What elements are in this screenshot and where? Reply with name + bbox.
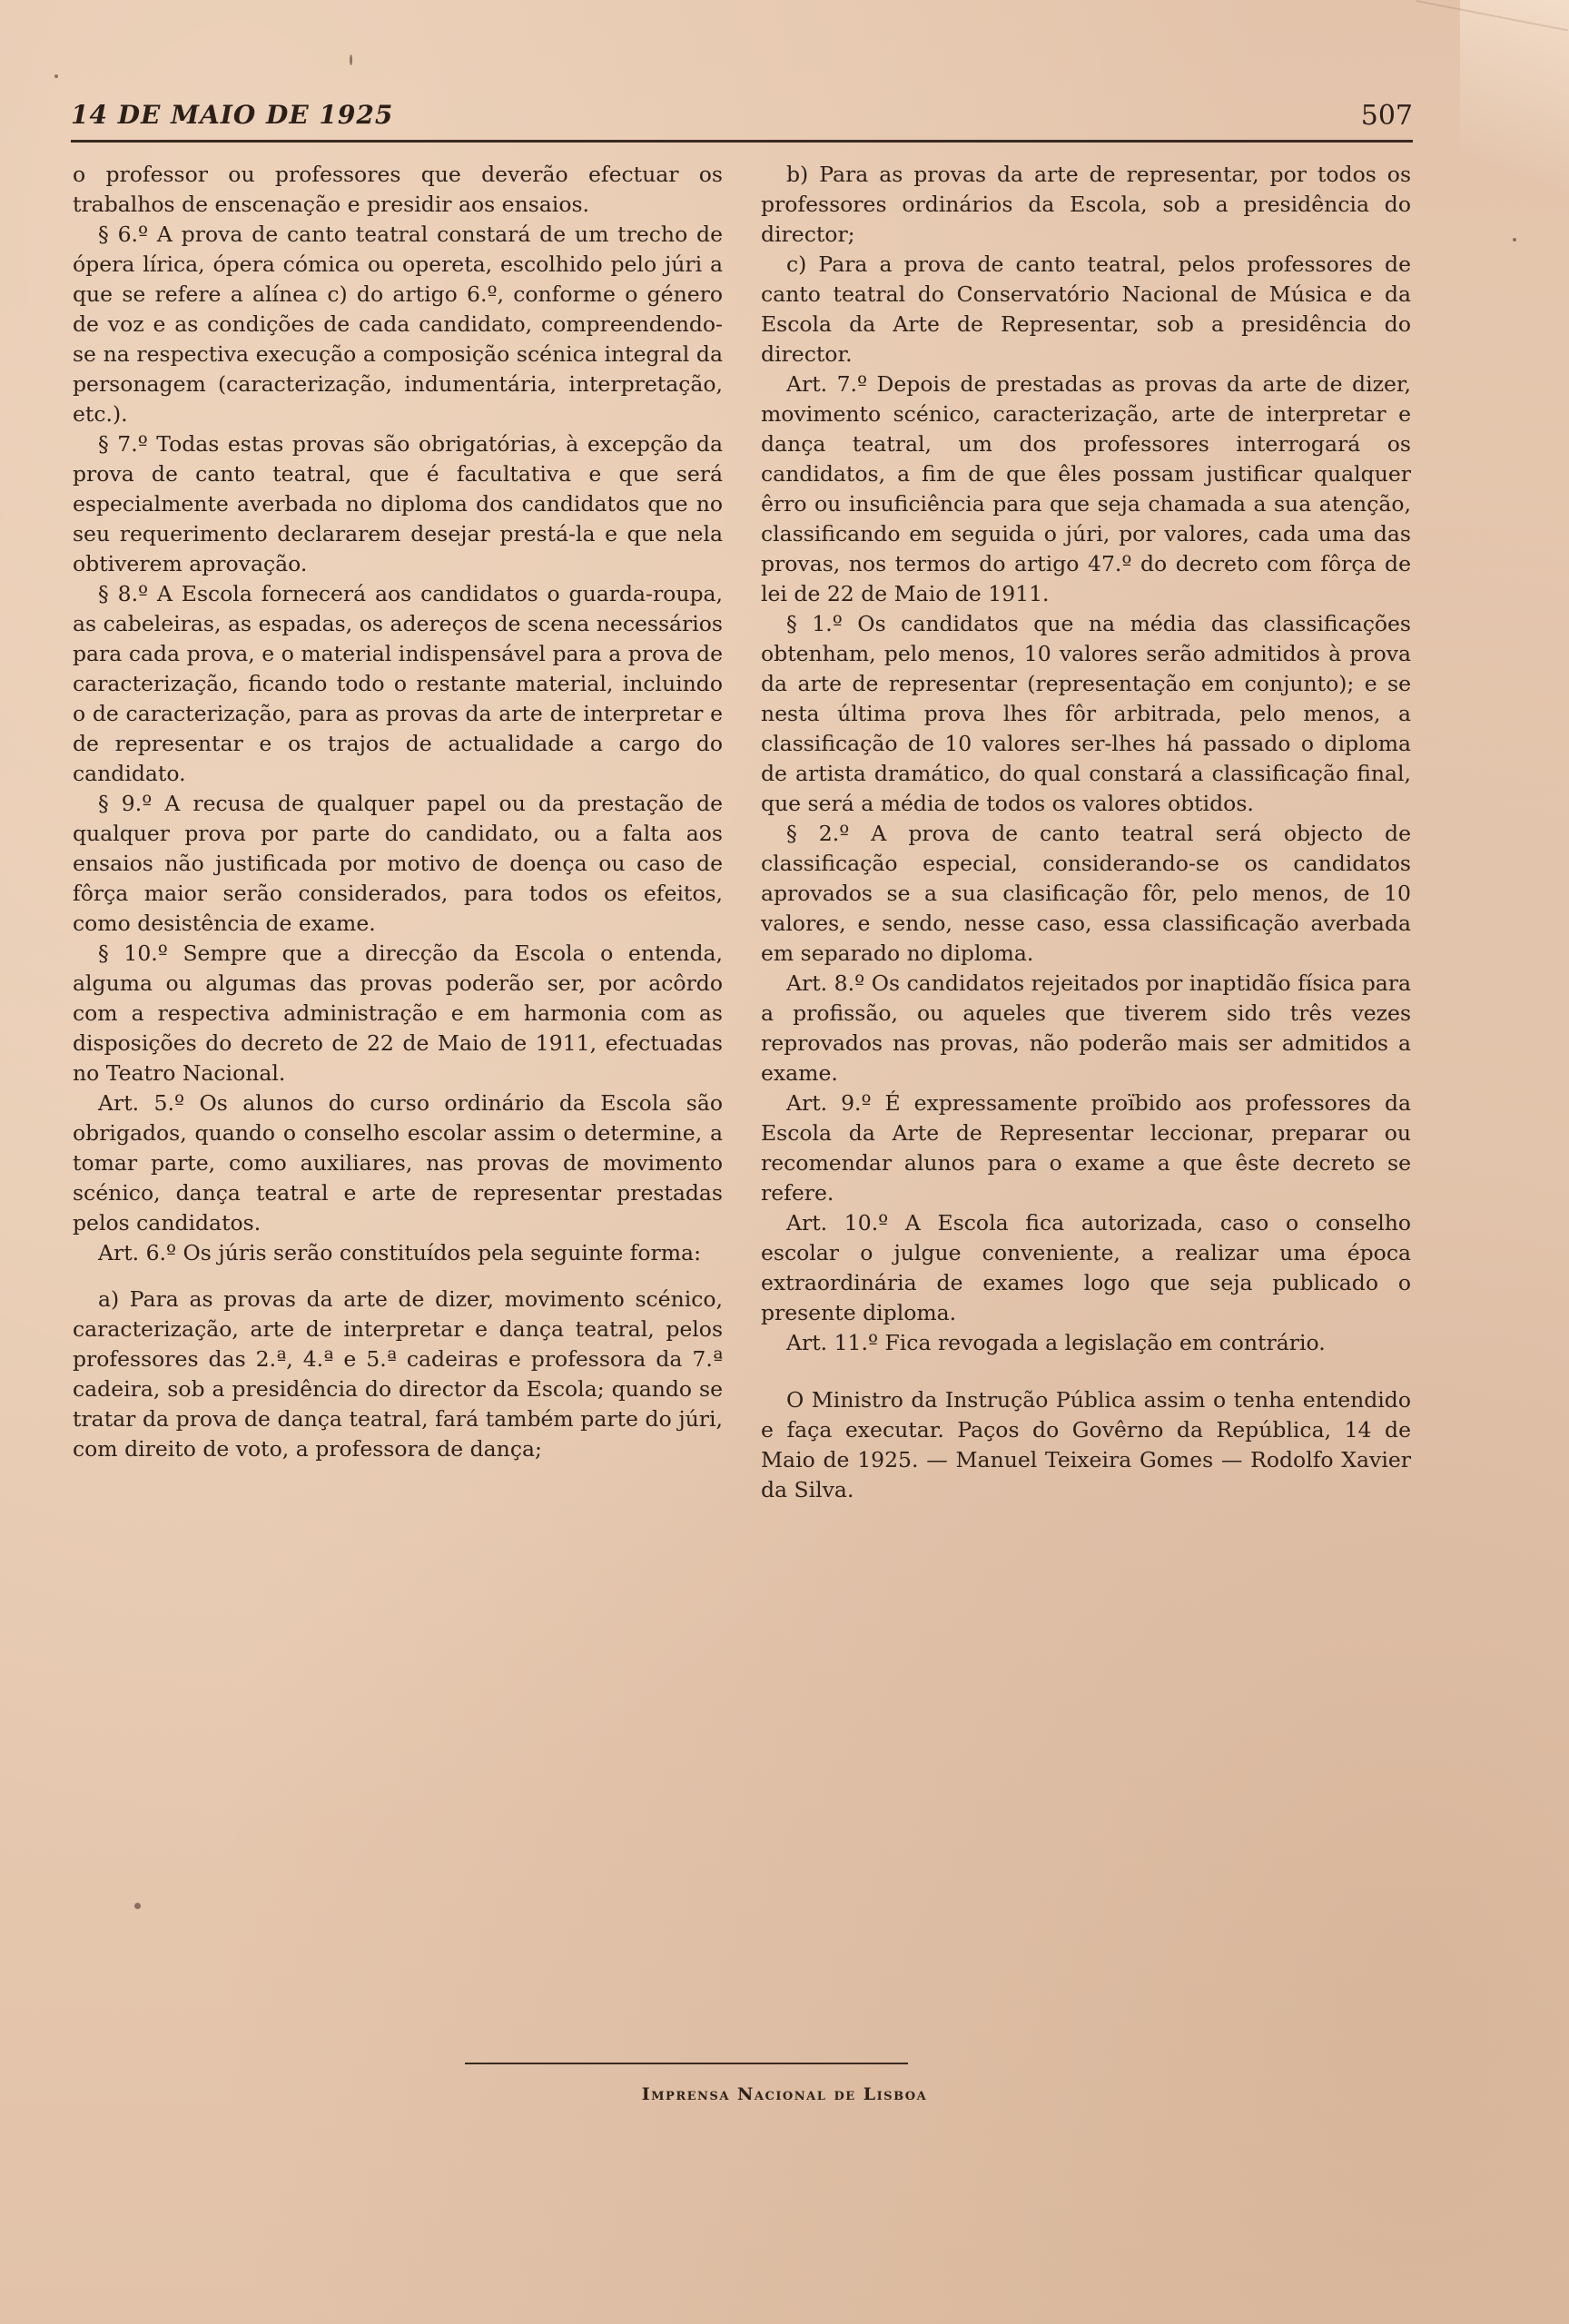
right-column <box>761 160 1411 1505</box>
signature-paragraph: O Ministro da Instrução Pública assim o tenha entendido e faça executar. Paços do Govêrno da República, 14 de Maio de 1925. — Manuel Teixeira Gomes — Rodolfo Xavier da Silva. <box>761 1387 1411 1502</box>
left-column <box>73 160 723 1464</box>
paragraph: Art. 6.º Os júris serão constituídos pela seguinte forma: <box>98 1240 701 1265</box>
paragraph: a) Para as provas da arte de dizer, movimento scénico, caracterização, arte de interpretar e dança teatral, pelos professores das 2.ª, 4.ª e 5.ª cadeiras e professora da 7.ª cadeira, sob a presidência do director da Escola; quando se tratar da prova de dança teatral, fará também parte do júri, com direito de voto, a professora de dança; <box>73 1286 723 1462</box>
paragraph: Art. 8.º Os candidatos rejeitados por inaptidão física para a profissão, ou aqueles que tiverem sido três vezes reprovados nas provas, não poderão mais ser admitidos a exame. <box>761 970 1411 1086</box>
printer-imprint: Imprensa Nacional de Lisboa <box>641 2084 928 2104</box>
ink-speck <box>54 74 58 78</box>
paragraph: o professor ou professores que deverão efectuar os trabalhos de enscenação e presidir aos ensaios. <box>73 162 723 217</box>
paragraph: Art. 11.º Fica revogada a legislação em contrário. <box>786 1330 1326 1355</box>
page-header <box>71 100 1413 143</box>
paragraph: b) Para as provas da arte de representar, por todos os professores ordinários da Escola, sob a presidência do director; <box>761 162 1411 247</box>
paragraph: § 7.º Todas estas provas são obrigatórias, à excepção da prova de canto teatral, que é facultativa e que será especialmente averbada no diploma dos candidatos que no seu requerimento declararem desejar prestá-la e que nela obtiverem aprovação. <box>73 431 723 576</box>
paragraph: § 1.º Os candidatos que na média das classificações obtenham, pelo menos, 10 valores serão admitidos à prova da arte de representar (representação em conjunto); e se nesta última prova lhes fôr arbitrada, pelo menos, a classificação de 10 valores ser-lhes há passado o diploma de artista dramático, do qual constará a classificação final, que será a média de todos os valores obtidos. <box>761 611 1411 816</box>
ink-speck <box>350 54 352 65</box>
paragraph: c) Para a prova de canto teatral, pelos professores de canto teatral do Conservatório Nacional de Música e da Escola da Arte de Representar, sob a presidência do director. <box>761 251 1411 367</box>
header-date: 14 DE MAIO DE 1925 <box>71 100 394 130</box>
paragraph: Art. 9.º É expressamente proïbido aos professores da Escola da Arte de Representar leccionar, preparar ou recomendar alunos para o exame a que êste decreto se refere. <box>761 1090 1411 1206</box>
paragraph: § 2.º A prova de canto teatral será objecto de classificação especial, considerando-se os candidatos aprovados se a sua clasificação fôr, pelo menos, de 10 valores, e sendo, nesse caso, essa classificação averbada em separado no diploma. <box>761 821 1411 966</box>
ink-speck <box>134 1903 141 1909</box>
paragraph: Art. 5.º Os alunos do curso ordinário da Escola são obrigados, quando o conselho escolar assim o determine, a tomar parte, como auxiliares, nas provas de movimento scénico, dança teatral e arte de representar prestadas pelos candidatos. <box>73 1090 723 1236</box>
paragraph: Art. 7.º Depois de prestadas as provas da arte de dizer, movimento scénico, caracterização, arte de interpretar e dança teatral, um dos professores interrogará os candidatos, a fim de que êles possam justificar qualquer êrro ou insuficiência para que seja chamada a sua atenção, classificando em seguida o júri, por valores, cada uma das provas, nos termos do artigo 47.º do decreto com fôrça de lei de 22 de Maio de 1911. <box>761 371 1411 606</box>
paragraph: Art. 10.º A Escola fica autorizada, caso o conselho escolar o julgue conveniente, a realizar uma época extraordinária de exames logo que seja publicado o presente diploma. <box>761 1210 1411 1325</box>
paragraph: § 9.º A recusa de qualquer papel ou da prestação de qualquer prova por parte do candidato, ou a falta aos ensaios não justificada por motivo de doença ou caso de fôrça maior serão considerados, para todos os efeitos, como desistência de exame. <box>73 791 723 936</box>
footer-rule <box>465 2063 908 2064</box>
paragraph: § 6.º A prova de canto teatral constará de um trecho de ópera lírica, ópera cómica ou opereta, escolhido pelo júri a que se refere a alínea c) do artigo 6.º, conforme o género de voz e as condições de cada candidato, compreendendo-se na respectiva execução a composição scénica integral da personagem (caracterização, indumentária, interpretação, etc.). <box>73 222 723 427</box>
page-number: 507 <box>1360 100 1413 132</box>
paragraph: § 8.º A Escola fornecerá aos candidatos o guarda-roupa, as cabeleiras, as espadas, os adereços de scena necessários para cada prova, e o material indispensável para a prova de caracterização, ficando todo o restante material, incluindo o de caracterização, para as provas da arte de interpretar e de representar e os trajos de actualidade a cargo do candidato. <box>73 581 723 786</box>
header-rule <box>71 140 1413 143</box>
ink-speck <box>1513 238 1516 241</box>
paragraph: § 10.º Sempre que a direcção da Escola o entenda, alguma ou algumas das provas poderão ser, por acôrdo com a respectiva administração e em harmonia com as disposições do decreto de 22 de Maio de 1911, efectuadas no Teatro Nacional. <box>73 940 723 1086</box>
